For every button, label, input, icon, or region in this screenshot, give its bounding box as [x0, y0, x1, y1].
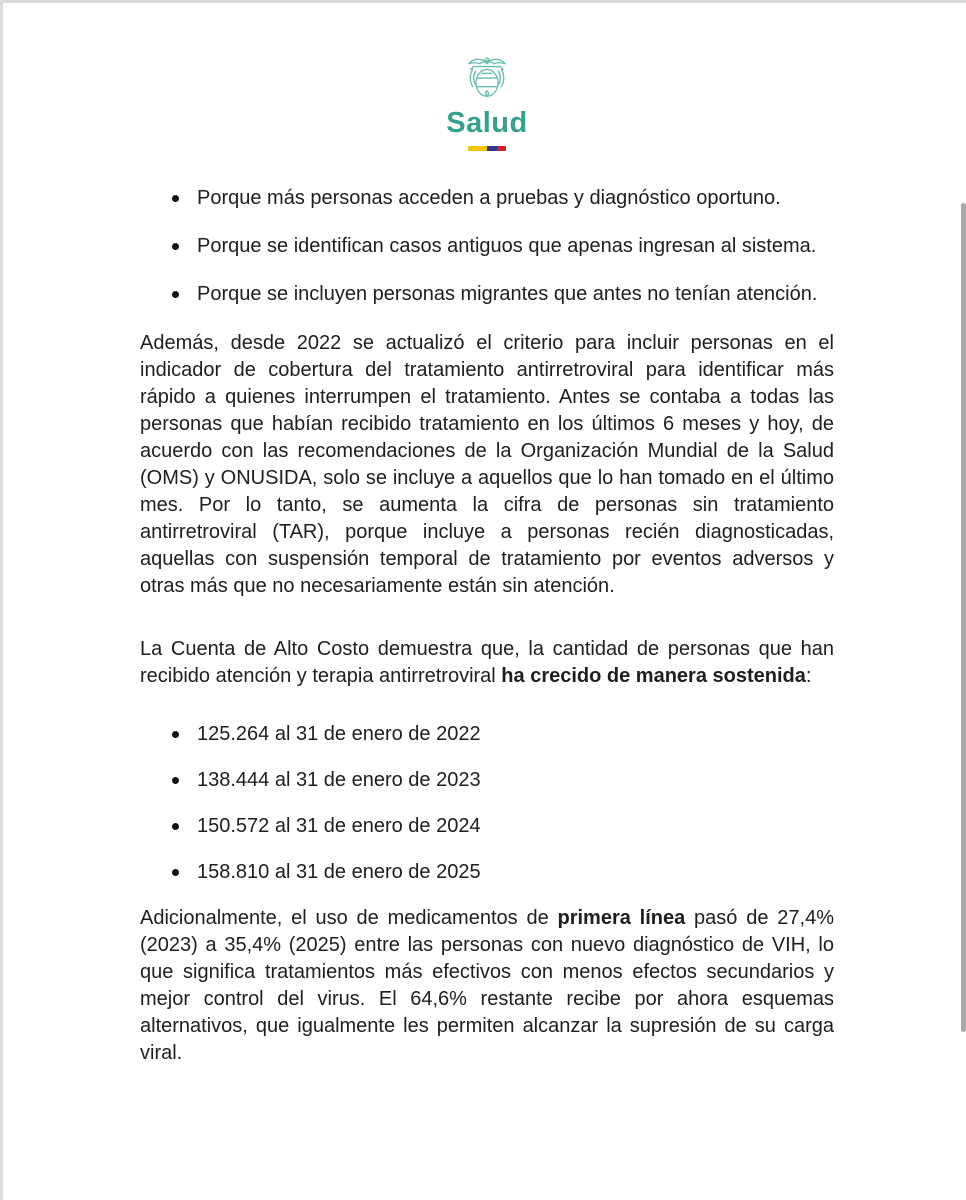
list-item-text: 150.572 al 31 de enero de 2024	[197, 815, 481, 837]
bullet-icon	[172, 777, 179, 784]
list-item-text: Porque más personas acceden a pruebas y diagnóstico oportuno.	[197, 187, 781, 209]
list-item	[140, 813, 834, 840]
paragraph-adicionalmente	[140, 905, 834, 1067]
logo-wordmark: Salud	[446, 107, 528, 139]
list-item-text: 138.444 al 31 de enero de 2023	[197, 769, 481, 791]
bullet-icon	[172, 823, 179, 830]
list-item	[140, 721, 834, 748]
bullet-icon	[172, 731, 179, 738]
counts-bullet-list	[140, 721, 834, 886]
list-item	[140, 185, 834, 212]
bullet-icon	[172, 869, 179, 876]
paragraph-cuenta-alto-costo	[140, 636, 834, 690]
list-item-text: Porque se identifican casos antiguos que apenas ingresan al sistema.	[197, 235, 817, 257]
bold-text: primera línea	[557, 907, 686, 929]
coat-of-arms-icon	[464, 55, 510, 105]
list-item-text: 158.810 al 31 de enero de 2025	[197, 861, 481, 883]
ministry-logo	[140, 0, 834, 151]
list-item-text: Porque se incluyen personas migrantes que antes no tenían atención.	[197, 283, 818, 305]
list-item	[140, 859, 834, 886]
list-item	[140, 281, 834, 308]
paragraph-text: :	[805, 665, 812, 687]
reasons-bullet-list	[140, 185, 834, 308]
paragraph-text: La Cuenta de Alto Costo demuestra que, la cantidad de personas que han recibido atención y terapia antirretroviral	[140, 638, 834, 687]
scrollbar-thumb[interactable]	[961, 203, 966, 1032]
page-top-border	[0, 0, 966, 3]
page-left-border	[0, 0, 3, 1200]
colombia-flag-bar	[468, 146, 506, 151]
list-item	[140, 767, 834, 794]
bullet-icon	[172, 243, 179, 250]
list-item	[140, 233, 834, 260]
flag-red-segment	[497, 146, 507, 151]
document-page	[140, 0, 834, 1067]
bullet-icon	[172, 291, 179, 298]
flag-blue-segment	[487, 146, 497, 151]
paragraph-text: Adicionalmente, el uso de medicamentos de	[140, 907, 558, 929]
list-item-text: 125.264 al 31 de enero de 2022	[197, 723, 481, 745]
paragraph-criterio: Además, desde 2022 se actualizó el criterio para incluir personas en el indicador de cobertura del tratamiento antirretroviral para identificar más rápido a quienes interrumpen el tratamiento. Antes se contaba a todas las personas que habían recibido tratamiento en los últimos 6 meses y hoy, de acuerdo con las recomendaciones de la Organización Mundial de la Salud (OMS) y ONUSIDA, solo se incluye a aquellos que lo han tomado en el último mes. Por lo tanto, se aumenta la cifra de personas sin tratamiento antirretroviral (TAR), porque incluye a personas recién diagnosticadas, aquellas con suspensión temporal de tratamiento por eventos adversos y otras más que no necesariamente están sin atención.	[140, 332, 834, 597]
bold-text: ha crecido de manera sostenida	[501, 665, 806, 687]
bullet-icon	[172, 195, 179, 202]
flag-yellow-segment	[468, 146, 487, 151]
paragraph-text: pasó de 27,4% (2023) a 35,4% (2025) entre las personas con nuevo diagnóstico de VIH, lo que significa tratamientos más efectivos con menos efectos secundarios y mejor control del virus. El 64,6% restante recibe por ahora esquemas alternativos, que igualmente les permiten alcanzar la supresión de su carga viral.	[140, 907, 834, 1064]
